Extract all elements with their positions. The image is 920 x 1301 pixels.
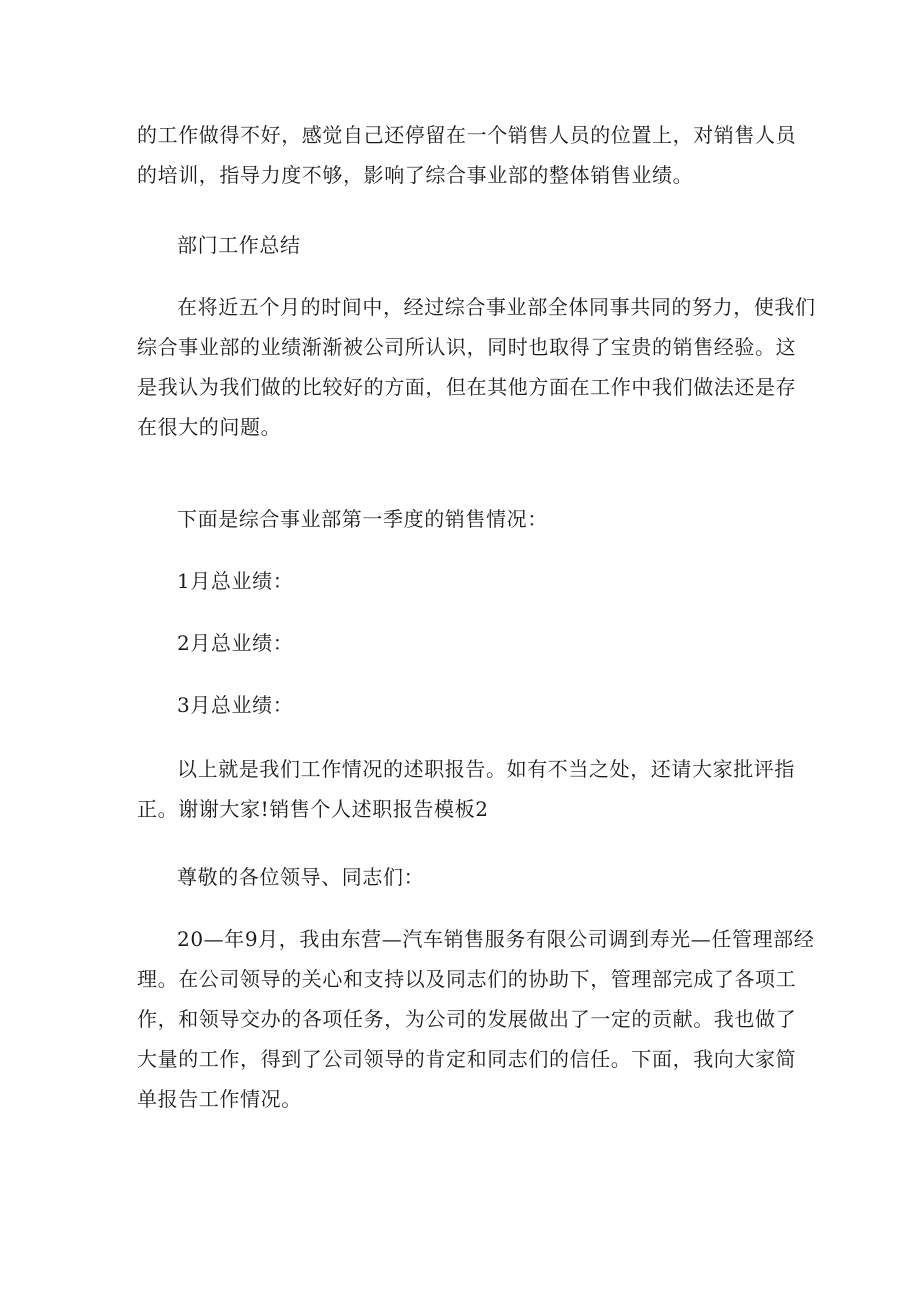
- paragraph-sales-intro: [137, 499, 785, 539]
- text-line: 尊敬的各位领导、同志们：: [177, 865, 425, 889]
- paragraph-continuation: [137, 115, 797, 195]
- text-line: 大量的工作，得到了公司领导的肯定和同志们的信任。下面，我向大家简: [137, 1047, 797, 1071]
- text-line: 正。谢谢大家!销售个人述职报告模板2: [137, 797, 489, 821]
- text-line: 作，和领导交办的各项任务，为公司的发展做出了一定的贡献。我也做了: [137, 1007, 797, 1031]
- text-line: 1月总业绩：: [177, 569, 294, 593]
- text-line: 理。在公司领导的关心和支持以及同志们的协助下，管理部完成了各项工: [137, 967, 797, 991]
- text-line: 综合事业部的业绩渐渐被公司所认识，同时也取得了宝贵的销售经验。这: [137, 335, 797, 359]
- salutation: [137, 857, 785, 897]
- section-heading: [137, 225, 785, 265]
- text-line: 部门工作总结: [177, 233, 301, 257]
- text-line: 下面是综合事业部第一季度的销售情况：: [177, 507, 548, 531]
- month-2-total: [137, 623, 785, 663]
- text-line: 以上就是我们工作情况的述职报告。如有不当之处，还请大家批评指: [177, 757, 795, 781]
- text-line: 20—年9月，我由东营—汽车销售服务有限公司调到寿光—任管理部经: [177, 927, 815, 951]
- text-line: 的工作做得不好，感觉自己还停留在一个销售人员的位置上，对销售人员: [137, 123, 797, 147]
- text-line: 在将近五个月的时间中，经过综合事业部全体同事共同的努力，使我们: [177, 295, 816, 319]
- paragraph-summary: [137, 287, 816, 447]
- text-line: 单报告工作情况。: [137, 1087, 302, 1111]
- text-line: 的培训，指导力度不够，影响了综合事业部的整体销售业绩。: [137, 163, 694, 187]
- month-3-total: [137, 685, 785, 725]
- paragraph-report: [137, 919, 815, 1119]
- text-line: 2月总业绩：: [177, 631, 294, 655]
- text-line: 3月总业绩：: [177, 693, 294, 717]
- month-1-total: [137, 561, 785, 601]
- text-line: 在很大的问题。: [137, 415, 282, 439]
- paragraph-closing: [137, 749, 795, 829]
- text-line: 是我认为我们做的比较好的方面，但在其他方面在工作中我们做法还是存: [137, 375, 797, 399]
